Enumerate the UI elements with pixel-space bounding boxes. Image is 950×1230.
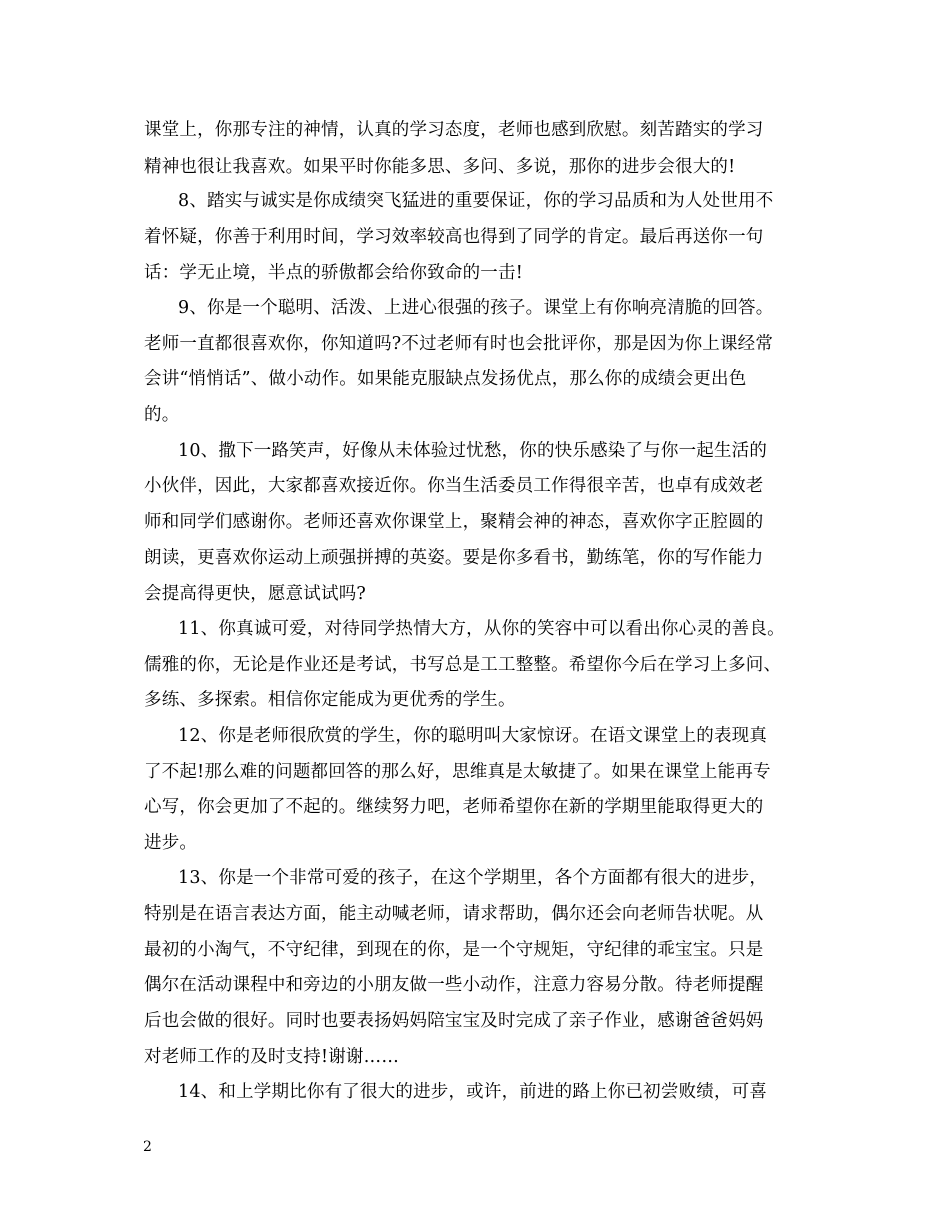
text-line: 进步。: [144, 833, 198, 853]
text-line: 12、你是老师很欣赏的学生，你的聪明叫大家惊讶。在语文课堂上的表现真: [178, 726, 768, 746]
text-line: 9、你是一个聪明、活泼、上进心很强的孩子。课堂上有你响亮清脆的回答。: [178, 298, 774, 318]
text-line: 多练、多探索。相信你定能成为更优秀的学生。: [144, 690, 516, 710]
text-line: 偶尔在活动课程中和旁边的小朋友做一些小动作，注意力容易分散。待老师提醒: [144, 975, 764, 995]
text-line: 朗读，更喜欢你运动上顽强拼搏的英姿。要是你多看书，勤练笔，你的写作能力: [144, 548, 764, 568]
text-line: 儒雅的你，无论是作业还是考试，书写总是工工整整。希望你今后在学习上多问、: [144, 655, 782, 675]
text-line: 老师一直都很喜欢你，你知道吗?不过老师有时也会批评你，那是因为你上课经常: [144, 334, 774, 354]
text-line: 10、撒下一路笑声，好像从未体验过忧愁，你的快乐感染了与你一起生活的: [178, 441, 768, 461]
text-line: 心写，你会更加了不起的。继续努力吧，老师希望你在新的学期里能取得更大的: [144, 797, 764, 817]
text-line: 精神也很让我喜欢。如果平时你能多思、多问、多说，那你的进步会很大的!: [144, 157, 736, 177]
text-line: 11、你真诚可爱，对待同学热情大方，从你的笑容中可以看出你心灵的善良。: [178, 619, 785, 639]
text-line: 特别是在语言表达方面，能主动喊老师，请求帮助，偶尔还会向老师告状呢。从: [144, 904, 764, 924]
text-line: 会讲“悄悄话”、做小动作。如果能克服缺点发扬优点，那么你的成绩会更出色: [144, 369, 747, 389]
page-number: 2: [143, 1139, 152, 1155]
text-line: 着怀疑，你善于利用时间，学习效率较高也得到了同学的肯定。最后再送你一句: [144, 227, 764, 247]
text-line: 最初的小淘气，不守纪律，到现在的你，是一个守规矩，守纪律的乖宝宝。只是: [144, 940, 764, 960]
text-line: 后也会做的很好。同时也要表扬妈妈陪宝宝及时完成了亲子作业，感谢爸爸妈妈: [144, 1011, 764, 1031]
text-line: 小伙伴，因此，大家都喜欢接近你。你当生活委员工作得很辛苦，也卓有成效老: [144, 476, 764, 496]
text-line: 话：学无止境，半点的骄傲都会给你致命的一击!: [144, 263, 523, 283]
text-line: 了不起!那么难的问题都回答的那么好，思维真是太敏捷了。如果在课堂上能再专: [144, 762, 771, 782]
text-line: 的。: [144, 405, 180, 425]
text-line: 对老师工作的及时支持!谢谢……: [144, 1047, 400, 1067]
text-line: 师和同学们感谢你。老师还喜欢你课堂上，聚精会神的神态，喜欢你字正腔圆的: [144, 512, 764, 532]
text-line: 课堂上，你那专注的神情，认真的学习态度，老师也感到欣慰。刻苦踏实的学习: [144, 120, 764, 140]
text-line: 13、你是一个非常可爱的孩子，在这个学期里，各个方面都有很大的进步，: [178, 868, 768, 888]
text-line: 8、踏实与诚实是你成绩突飞猛进的重要保证，你的学习品质和为人处世用不: [178, 191, 774, 211]
text-line: 会提高得更快，愿意试试吗?: [144, 584, 366, 604]
text-line: 14、和上学期比你有了很大的进步，或许，前进的路上你已初尝败绩，可喜: [178, 1082, 768, 1102]
